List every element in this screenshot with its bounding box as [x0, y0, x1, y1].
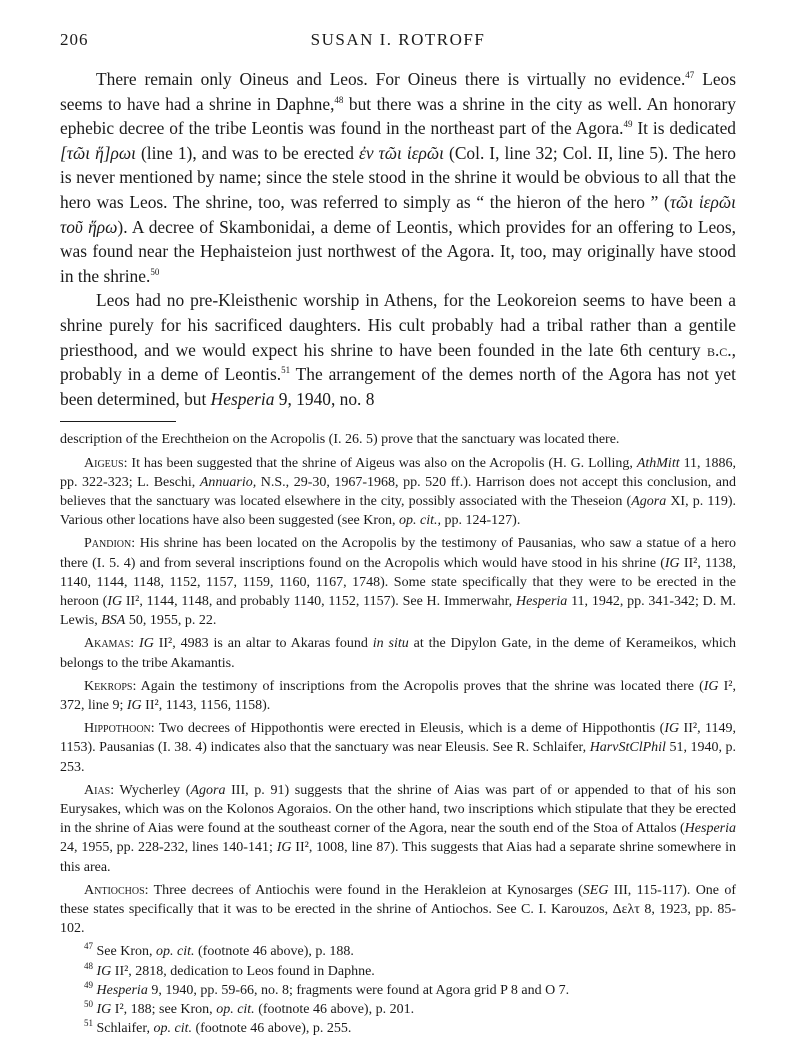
continued-note — [60, 430, 736, 938]
greek-text: τῶι ἱερῶι τοῦ ἥρω — [60, 191, 736, 237]
text: 24, 1955, pp. 228-232, lines 140-141; — [60, 840, 277, 856]
running-head-author: SUSAN I. ROTROFF — [310, 30, 486, 49]
text: XI, p. 119). Various other locations have also been suggested (see Kron, — [60, 493, 736, 529]
text: 9, 1940, pp. 59-66, no. 8; fragments were found at Agora grid P 8 and O 7. — [147, 982, 570, 998]
note-lead: Aias — [84, 782, 111, 798]
text: II², 4983 is an altar to Akaras found — [153, 636, 373, 652]
footnote-49 — [60, 981, 736, 1000]
text: 9, 1940, no. 8 — [274, 388, 375, 409]
text: (footnote 46 above), p. 255. — [191, 1021, 352, 1037]
note-lead: Aigeus — [84, 455, 124, 471]
text: pp. 124-127). — [441, 513, 521, 529]
citation: IG — [664, 721, 680, 737]
journal-title: Hesperia — [210, 388, 275, 409]
citation: IG — [107, 593, 123, 609]
greek-text: [τῶι ἥ]ρωι — [60, 142, 136, 163]
citation: op. cit., — [399, 513, 442, 529]
text: : Again the testimony of inscriptions from the Acropolis proves that the shrine was located there ( — [132, 678, 704, 694]
footnote-ref-48[interactable]: 48 — [334, 94, 344, 105]
text: (footnote 46 above), p. 201. — [254, 1002, 415, 1017]
footnote-ref-50[interactable]: 50 — [150, 266, 160, 277]
footnote-ref-51[interactable]: 51 — [281, 365, 291, 376]
text: at the Dipylon Gate, in the deme of Kerameikos, which belongs to the tribe Akamantis. — [60, 636, 737, 671]
citation: op. cit. — [156, 944, 195, 960]
note-lead: Akamas — [84, 636, 131, 652]
footnote-ref-47[interactable]: 47 — [685, 70, 695, 80]
text: 8, 1923, pp. 85-102. — [60, 901, 736, 937]
text: : It has been suggested that the shrine of Aigeus was also on the Acropolis (H. G. Lolling, — [123, 455, 637, 471]
text: : Three decrees of Antiochis were found in the Herakleion at Kynosarges ( — [144, 882, 583, 898]
citation: Annuario, — [199, 474, 257, 490]
text: : Two decrees of Hippothontis were erected in Eleusis, which is a deme of Hippothontis ( — [150, 721, 665, 737]
text: Leos had no pre-Kleisthenic worship in Athens, for the Leokoreion seems to have been a shrine purely for his sacrificed daughters. His cult probably had a tribal rather than a gentile priesthood, and we would expect his shrine to have been founded in the late 6th century — [60, 290, 736, 360]
text: (line 1), and was to be erected — [135, 142, 359, 163]
footnote-51 — [60, 1019, 736, 1038]
text: (Col. I, line 32; Col. II, line 5). The hero is never mentioned by name; since the stele stood in the shrine it would be obvious to all that the hero was Leos. The shrine, too, was referred to simply as “ the hieron of the hero ” ( — [60, 142, 736, 212]
page-number: 206 — [60, 30, 89, 49]
citation: in situ — [372, 636, 409, 652]
footnote-number: 50 — [84, 999, 93, 1009]
citation: IG — [96, 963, 112, 979]
citation: AthMitt — [636, 455, 680, 471]
note-lead: Kekrops — [84, 678, 133, 694]
citation: op. cit. — [153, 1021, 192, 1037]
paragraph-oineus-leos — [60, 67, 736, 288]
text: I², 188; see Kron, — [111, 1002, 217, 1017]
greek-text: Δελτ — [612, 901, 640, 917]
text: II², 1138, 1140, 1144, 1148, 1152, 1157, 1159, 1160, 1167, 1748). Some state specifically that they were to be erected in the heroon ( — [60, 555, 736, 609]
citation: Hesperia — [96, 982, 148, 998]
note-pandion — [60, 534, 736, 630]
text: , probably in a deme of Leontis. — [60, 339, 736, 385]
text: II², 1149, 1153). Pausanias (I. 38. 4) indicates also that the sanctuary was near Eleusis. See R. Schlaifer, — [60, 721, 736, 756]
note-aigeus — [60, 454, 736, 531]
text: III, 115-117). One of these states specifically that it was to be erected in the shrine of Antiochos. See C. I. Karouzos, — [60, 882, 736, 917]
text: 11, 1886, pp. 322-323; L. Beschi, — [60, 455, 736, 490]
text: but there was a shrine in the city as well. An honorary ephebic decree of the tribe Leontis was found in the northeast part of the Agora. — [60, 93, 736, 139]
footnote-47 — [60, 942, 736, 961]
text: II², 1008, line 87). This suggests that Aias had a separate shrine somewhere in this area. — [60, 840, 736, 875]
era-abbrev: b.c. — [706, 339, 732, 360]
page — [60, 30, 736, 1038]
note-hippothoon — [60, 719, 736, 777]
text: : His shrine has been located on the Acropolis by the testimony of Pausanias, who saw a statue of a hero there (I. 5. 4) and from several inscriptions found on the Acropolis which would have stood in his shrine ( — [60, 536, 736, 571]
footnote-divider — [60, 421, 176, 422]
note-antiochos — [60, 881, 736, 939]
text: It is dedicated — [632, 118, 736, 139]
text: Schlaifer, — [96, 1021, 154, 1037]
text: (footnote 46 above), p. 188. — [194, 944, 354, 960]
citation: BSA — [101, 613, 126, 629]
greek-text: ἐν τῶι ἱερῶι — [358, 142, 445, 163]
note-akamas — [60, 634, 736, 672]
citation: IG — [139, 636, 154, 652]
text: III, p. 91) suggests that the shrine of Aias was part of or appended to that of his son Eurysakes, which was on the Kolonos Agoraios. On the other hand, two inscriptions which stipulate that they be erected in the shrine of Aias were found at the southeast corner of the Agora, near the south end of the Stoa of Attalos ( — [60, 782, 736, 837]
text: I², 372, line 9; — [60, 678, 736, 713]
footnote-number: 51 — [84, 1018, 93, 1029]
citation: SEG — [582, 882, 609, 898]
citation: Agora — [631, 493, 667, 509]
text: II², 1143, 1156, 1158). — [141, 697, 271, 713]
text: Leos seems to have had a shrine in Daphne, — [60, 69, 736, 114]
citation: Hesperia — [684, 821, 736, 837]
text: N.S., 29-30, 1967-1968, pp. 520 ff.). Harrison does not accept this conclusion, and believes that the sanctuary was located elsewhere in the city, possibly associated with the Theseion ( — [60, 474, 736, 509]
text: The arrangement of the demes north of the Agora has not yet been determined, but — [60, 364, 736, 409]
footnote-50 — [60, 1000, 736, 1019]
citation: Hesperia — [515, 593, 568, 609]
footnote-ref-49[interactable]: 49 — [623, 119, 633, 130]
text: 11, 1942, pp. 341-342; D. M. Lewis, — [60, 593, 737, 629]
citation: IG — [126, 697, 142, 713]
text: There remain only Oineus and Leos. For Oineus there is virtually no evidence. — [96, 69, 686, 89]
citation: Agora — [190, 782, 226, 798]
text: : Wycherley ( — [110, 782, 191, 798]
paragraph-leos-worship — [60, 288, 736, 411]
note-continuation: description of the Erechtheion on the Acropolis (I. 26. 5) prove that the sanctuary was located there. — [60, 432, 620, 448]
note-lead: Pandion — [84, 536, 132, 552]
citation: op. cit. — [216, 1002, 255, 1017]
footnote-number: 48 — [84, 960, 93, 971]
text: : — [130, 636, 140, 652]
footnote-number: 47 — [84, 941, 93, 952]
text: ). A decree of Skambonidai, a deme of Leontis, which provides for an offering to Leos, was found near the Hephaisteion just northwest of the Agora. It, too, may originally have stood in the shrine. — [60, 216, 736, 286]
citation: IG — [703, 678, 719, 694]
note-aias — [60, 781, 736, 877]
text: 51, 1940, p. 253. — [60, 740, 737, 775]
citation: IG — [96, 1002, 112, 1017]
text: II², 2818, dedication to Leos found in Daphne. — [111, 963, 375, 979]
citation: IG — [276, 840, 292, 856]
citation: HarvStClPhil — [589, 740, 666, 756]
note-lead: Hippothoon — [84, 721, 151, 737]
text: 50, 1955, p. 22. — [125, 613, 217, 629]
running-header — [60, 30, 736, 54]
main-text — [60, 67, 736, 411]
footnote-48 — [60, 962, 736, 981]
note-kekrops — [60, 677, 736, 715]
citation: IG — [664, 555, 680, 571]
text: See Kron, — [96, 944, 156, 960]
note-lead: Antiochos — [84, 882, 145, 898]
footnote-number: 49 — [84, 979, 93, 990]
text: II², 1144, 1148, and probably 1140, 1152, 1157). See H. Immerwahr, — [122, 593, 516, 609]
